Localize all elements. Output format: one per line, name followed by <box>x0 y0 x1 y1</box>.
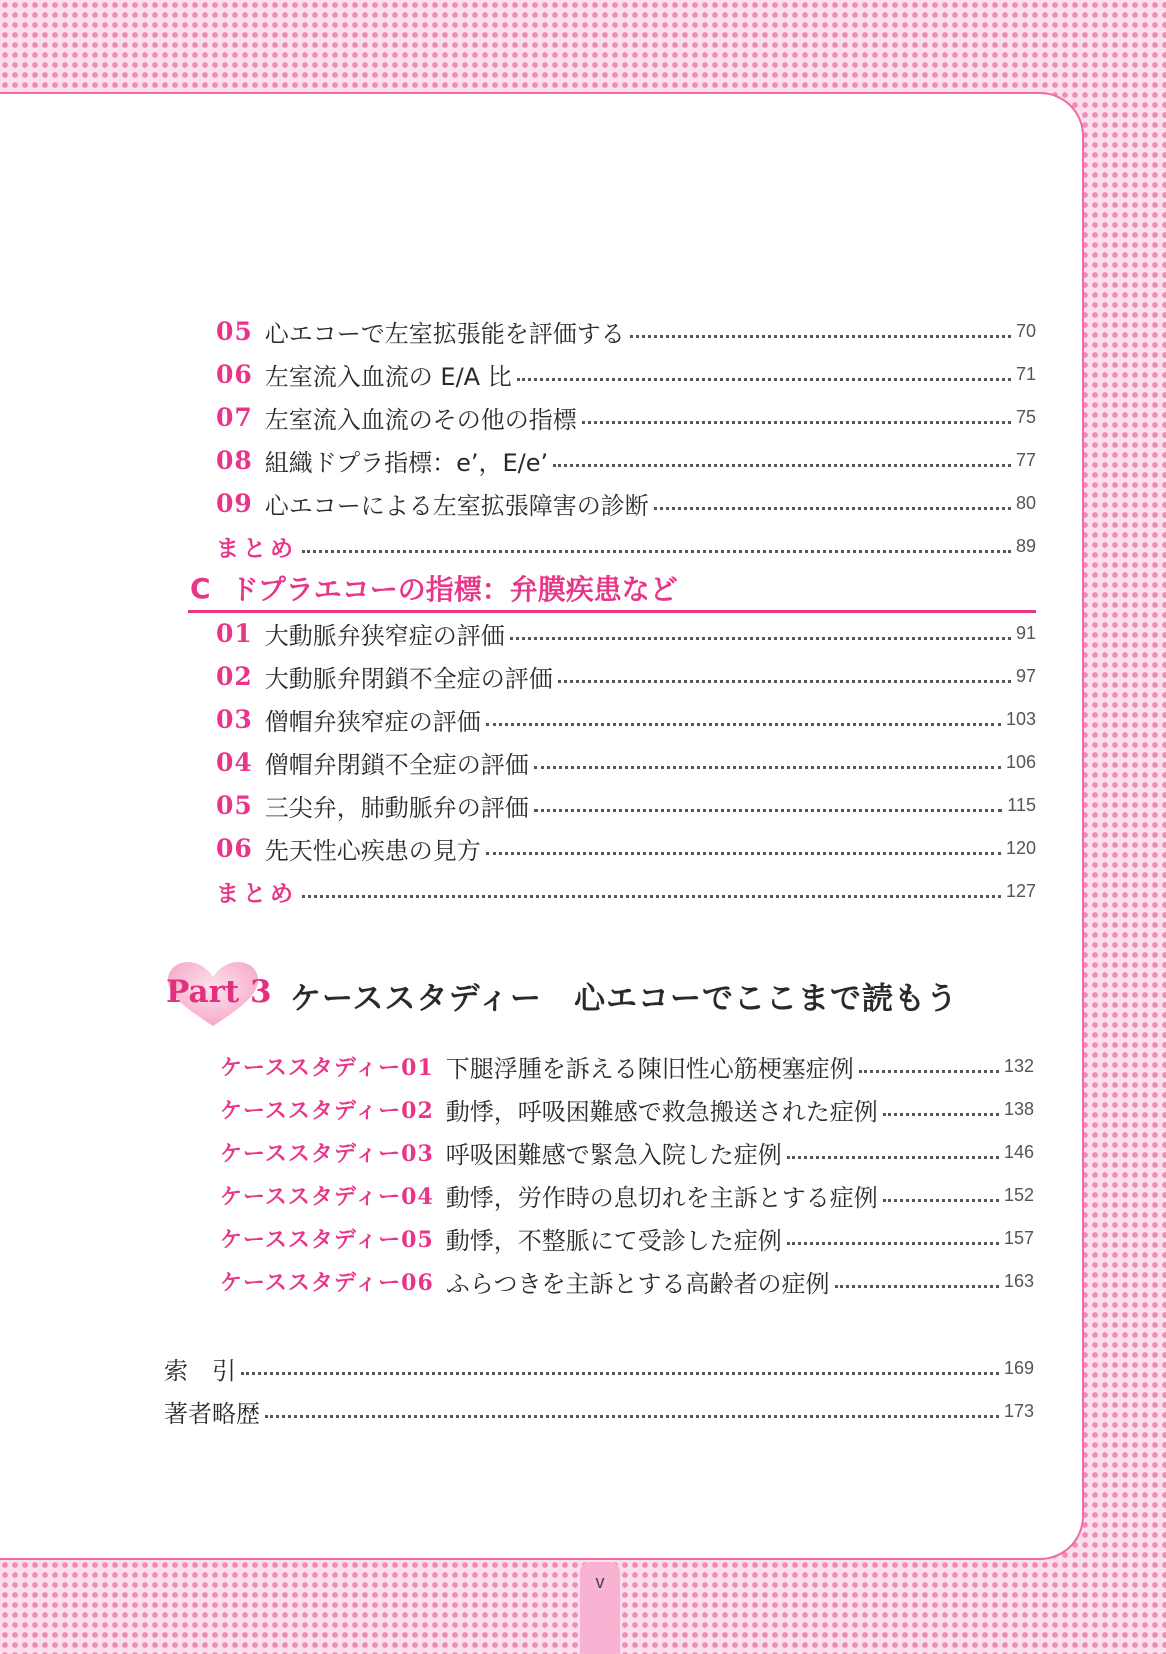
case-study-06[interactable] <box>220 1264 1034 1298</box>
toc-entry-b05[interactable] <box>216 314 1036 348</box>
dot-leader <box>630 335 1011 338</box>
entry-number: 08 <box>216 445 253 475</box>
page-number: v <box>595 1572 605 1592</box>
entry-title: 大動脈弁狭窄症の評価 <box>264 621 505 650</box>
dot-leader <box>883 1199 999 1202</box>
entry-number: 01 <box>216 618 253 648</box>
entry-page: 103 <box>1005 708 1036 729</box>
entry-page: 70 <box>1015 320 1036 341</box>
toc-entry-c01[interactable] <box>216 616 1036 650</box>
entry-page: 115 <box>1007 794 1036 815</box>
dot-leader <box>859 1070 999 1073</box>
dot-leader <box>486 723 1001 726</box>
dot-leader <box>302 895 1001 898</box>
dot-leader <box>302 550 1011 553</box>
case-label: ケーススタディー01 <box>220 1054 434 1081</box>
entry-number: 06 <box>216 833 253 863</box>
toc-entry-author-bio[interactable] <box>164 1394 1034 1428</box>
dot-leader <box>486 852 1001 855</box>
entry-page: 97 <box>1015 665 1036 686</box>
dot-leader <box>787 1156 999 1159</box>
section-title: ドプラエコーの指標：弁膜疾患など <box>230 573 678 606</box>
case-study-04[interactable] <box>220 1178 1034 1212</box>
author-bio-title: 著者略歴 <box>164 1399 260 1428</box>
case-study-05[interactable] <box>220 1221 1034 1255</box>
entry-page: 106 <box>1005 751 1036 772</box>
entry-page: 89 <box>1015 535 1036 556</box>
part-label: Part 3 <box>166 974 272 1010</box>
case-study-02[interactable] <box>220 1092 1034 1126</box>
entry-page: 127 <box>1005 880 1036 901</box>
entry-title: 左室流入血流のその他の指標 <box>264 405 577 434</box>
entry-number: 03 <box>216 704 253 734</box>
entry-title: 三尖弁，肺動脈弁の評価 <box>264 793 529 822</box>
toc-entry-c04[interactable] <box>216 745 1036 779</box>
dot-leader <box>654 507 1011 510</box>
entry-title: 大動脈弁閉鎖不全症の評価 <box>264 664 553 693</box>
entry-title: 僧帽弁狭窄症の評価 <box>264 707 481 736</box>
entry-page: 91 <box>1015 622 1036 643</box>
toc-entry-b08[interactable] <box>216 443 1036 477</box>
toc-entry-c05[interactable] <box>216 788 1036 822</box>
case-title: 呼吸困難感で緊急入院した症例 <box>445 1140 782 1169</box>
dot-leader <box>510 637 1011 640</box>
toc-entry-index[interactable] <box>164 1351 1034 1385</box>
case-label: ケーススタディー05 <box>220 1226 434 1253</box>
case-label: ケーススタディー02 <box>220 1097 434 1124</box>
dot-leader <box>534 809 1003 812</box>
dot-leader <box>517 378 1011 381</box>
case-study-01[interactable] <box>220 1049 1034 1083</box>
toc-entry-b07[interactable] <box>216 400 1036 434</box>
part-title: ケーススタディー 心エコーでここまで読もう <box>290 980 958 1017</box>
entry-page: 71 <box>1015 363 1036 384</box>
page-sheet <box>0 92 1084 1560</box>
entry-page: 77 <box>1015 449 1036 470</box>
toc-entry-b09[interactable] <box>216 486 1036 520</box>
dot-leader <box>558 680 1011 683</box>
case-label: ケーススタディー06 <box>220 1269 434 1296</box>
entry-page: 120 <box>1005 837 1036 858</box>
section-letter: C <box>190 571 211 605</box>
summary-label: まとめ <box>216 534 297 562</box>
dot-leader <box>553 464 1011 467</box>
entry-page: 138 <box>1003 1098 1034 1119</box>
toc-entry-c02[interactable] <box>216 659 1036 693</box>
case-label: ケーススタディー03 <box>220 1140 434 1167</box>
entry-page: 146 <box>1003 1141 1034 1162</box>
entry-page: 157 <box>1003 1227 1034 1248</box>
entry-page: 173 <box>1003 1400 1034 1421</box>
case-title: 動悸，労作時の息切れを主訴とする症例 <box>445 1183 878 1212</box>
dot-leader <box>241 1372 999 1375</box>
dot-leader <box>787 1242 999 1245</box>
summary-label: まとめ <box>216 879 297 907</box>
heart-icon <box>162 960 272 1030</box>
dot-leader <box>835 1285 999 1288</box>
entry-number: 05 <box>216 316 253 346</box>
entry-title: 左室流入血流の E/A 比 <box>264 362 512 391</box>
part3-heading[interactable] <box>162 960 958 1030</box>
case-study-03[interactable] <box>220 1135 1034 1169</box>
entry-page: 169 <box>1003 1357 1034 1378</box>
entry-page: 163 <box>1003 1270 1034 1291</box>
entry-page: 75 <box>1015 406 1036 427</box>
entry-page: 152 <box>1003 1184 1034 1205</box>
entry-number: 02 <box>216 661 253 691</box>
entry-number: 09 <box>216 488 253 518</box>
toc-entry-c-summary[interactable] <box>216 874 1036 908</box>
entry-number: 05 <box>216 790 253 820</box>
section-c-heading[interactable] <box>188 566 1036 613</box>
index-title: 索 引 <box>164 1356 236 1385</box>
toc-entry-b06[interactable] <box>216 357 1036 391</box>
case-label: ケーススタディー04 <box>220 1183 434 1210</box>
case-title: 動悸，不整脈にて受診した症例 <box>445 1226 782 1255</box>
entry-title: 先天性心疾患の見方 <box>264 836 481 865</box>
entry-number: 04 <box>216 747 253 777</box>
dot-leader <box>265 1415 999 1418</box>
case-title: ふらつきを主訴とする高齢者の症例 <box>445 1269 830 1298</box>
dot-leader <box>534 766 1001 769</box>
dot-leader <box>883 1113 999 1116</box>
toc-entry-c03[interactable] <box>216 702 1036 736</box>
entry-number: 06 <box>216 359 253 389</box>
entry-title: 組織ドプラ指標：e’，E/e’ <box>264 448 549 477</box>
toc-entry-c06[interactable] <box>216 831 1036 865</box>
entry-title: 僧帽弁閉鎖不全症の評価 <box>264 750 529 779</box>
entry-page: 132 <box>1003 1055 1034 1076</box>
entry-number: 07 <box>216 402 253 432</box>
dot-leader <box>582 421 1011 424</box>
toc-entry-b-summary[interactable] <box>216 529 1036 563</box>
case-title: 動悸，呼吸困難感で救急搬送された症例 <box>445 1097 878 1126</box>
entry-title: 心エコーによる左室拡張障害の診断 <box>264 491 649 520</box>
entry-page: 80 <box>1015 492 1036 513</box>
entry-title: 心エコーで左室拡張能を評価する <box>264 319 625 348</box>
case-title: 下腿浮腫を訴える陳旧性心筋梗塞症例 <box>445 1054 854 1083</box>
